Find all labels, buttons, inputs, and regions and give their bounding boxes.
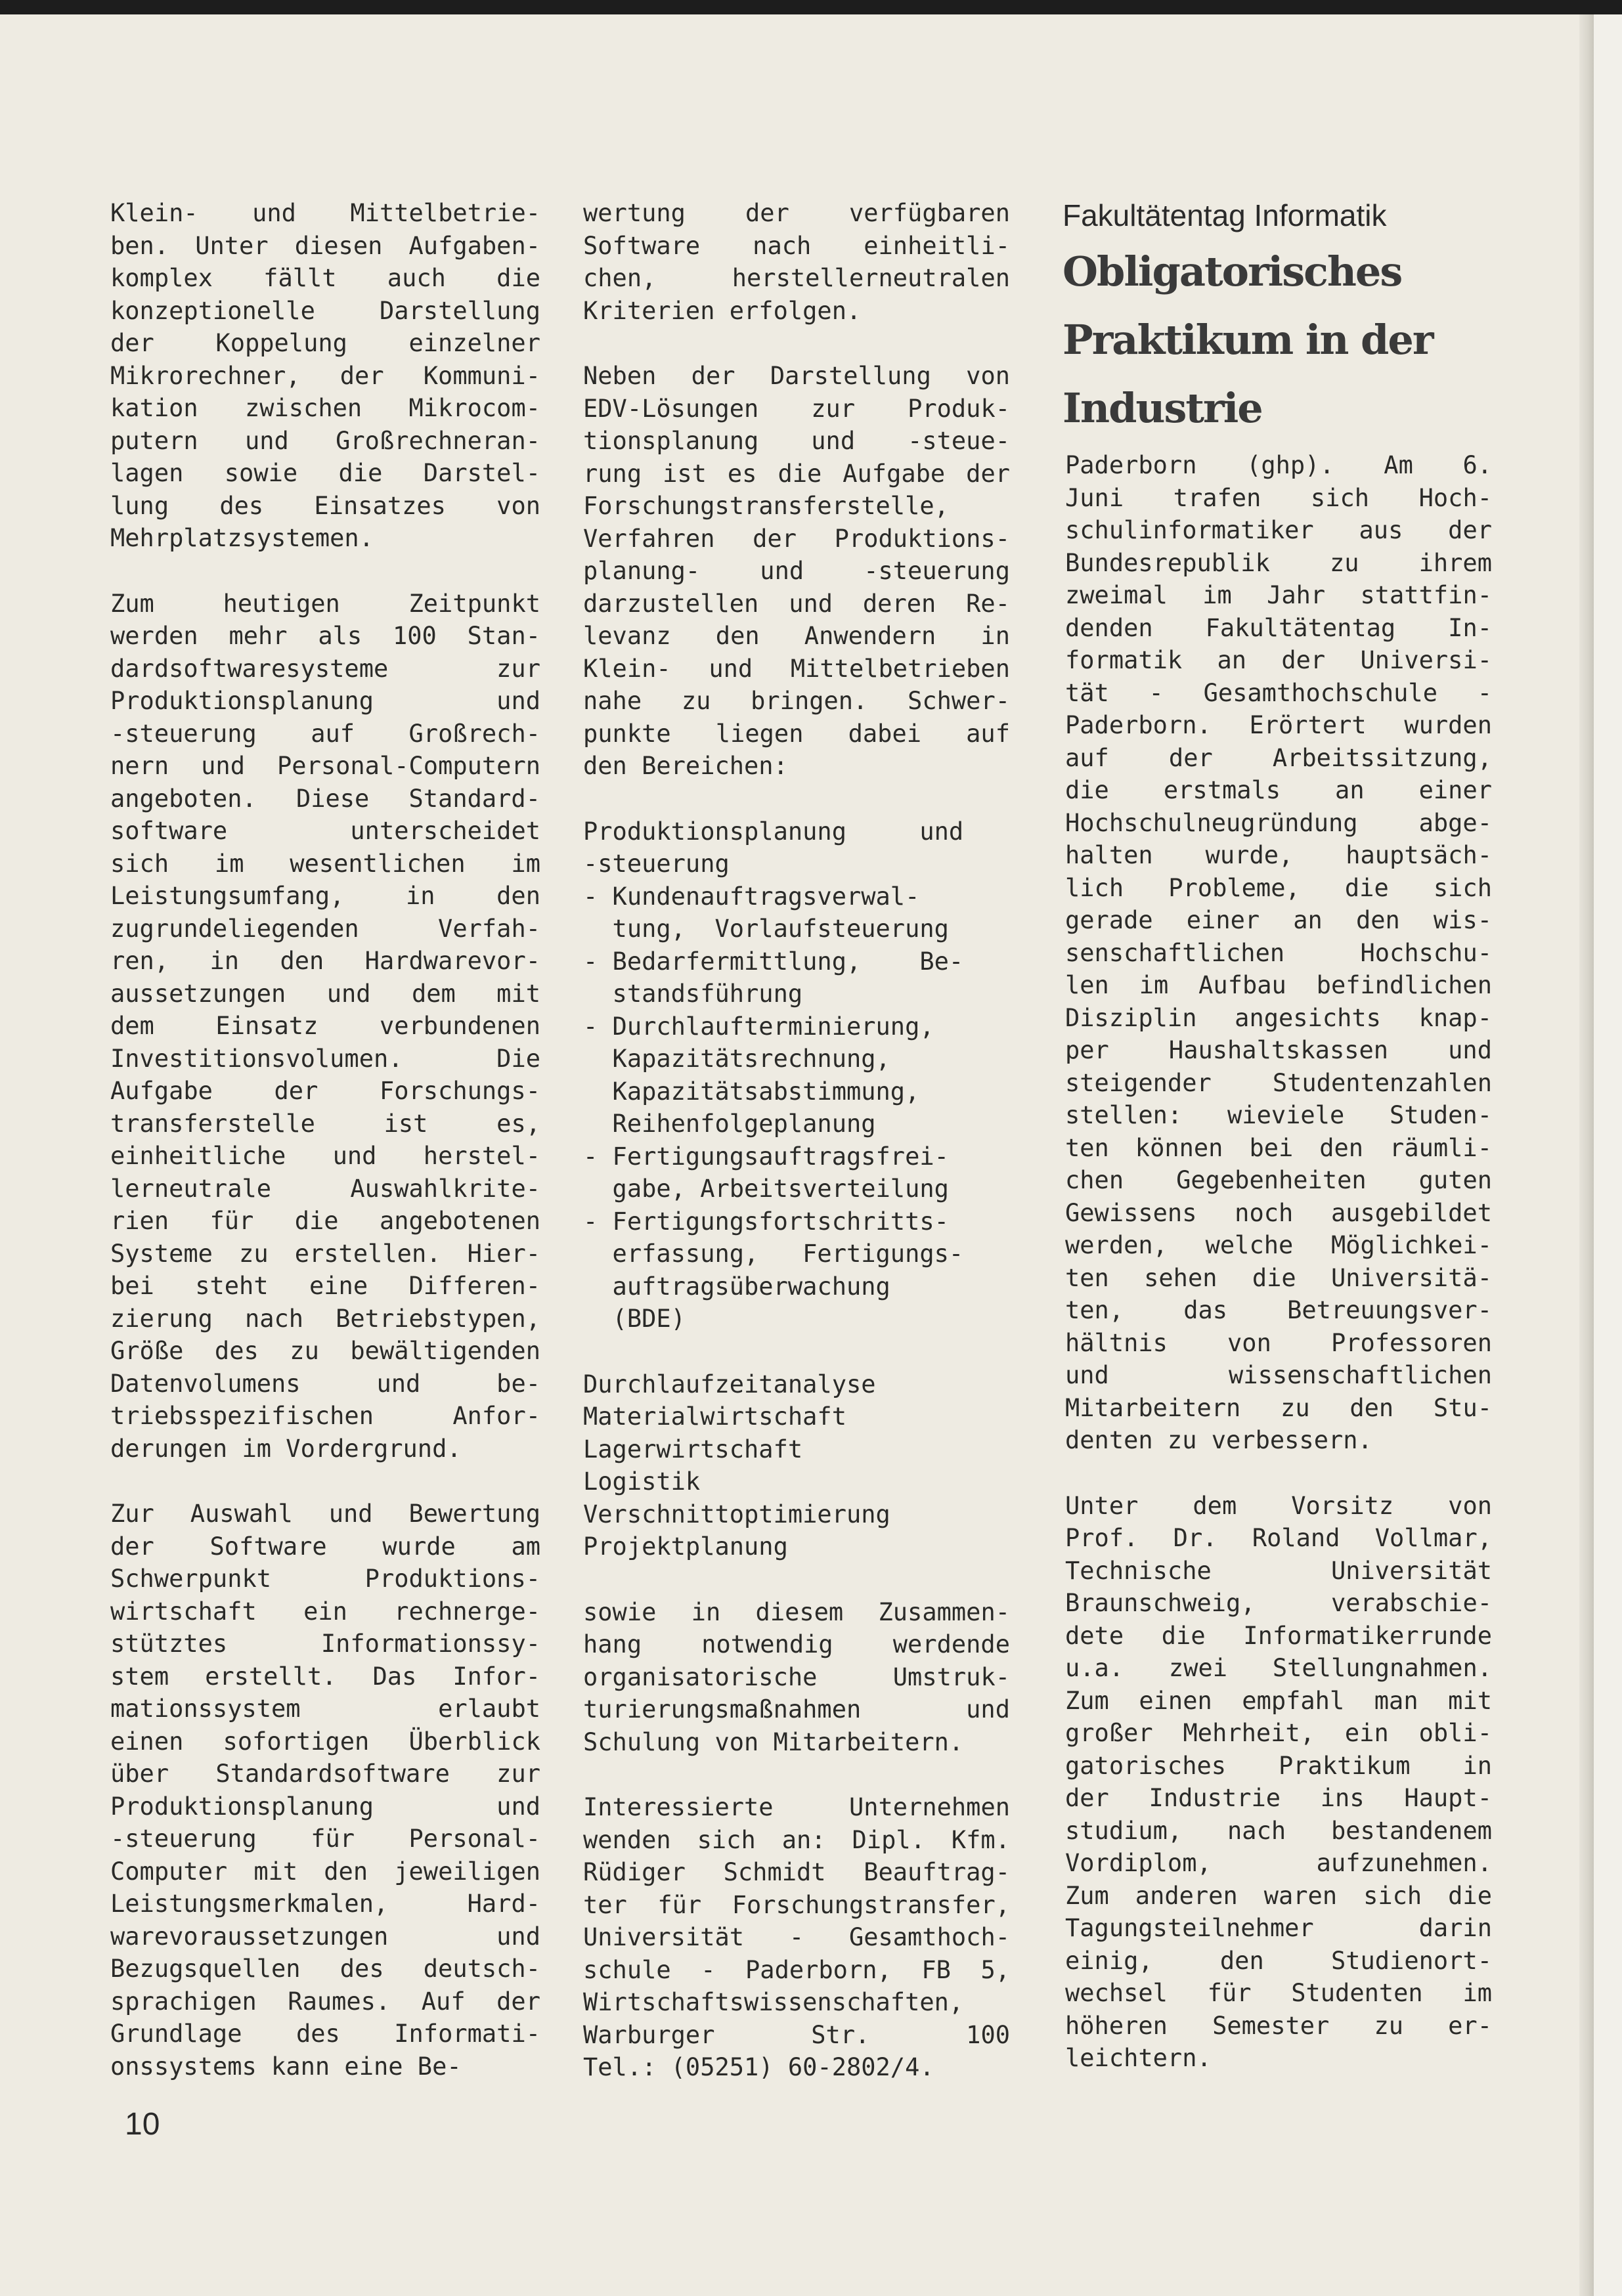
text-line: Schulung von Mitarbeitern. bbox=[583, 1727, 964, 1756]
text-line: Klein- und Mittelbetrieben bbox=[583, 654, 1010, 683]
text-line: einen sofortigen Überblick bbox=[110, 1727, 540, 1756]
text-line: Forschungstransferstelle, bbox=[583, 492, 949, 520]
text-line: schulinformatiker aus der bbox=[1065, 516, 1492, 544]
text-line: schule - Paderborn, FB 5, bbox=[583, 1955, 1010, 1984]
text-line: ter für Forschungstransfer, bbox=[583, 1890, 1010, 1919]
text-line: nahe zu bringen. Schwer- bbox=[583, 687, 1010, 715]
text-line: Software nach einheitli- bbox=[583, 231, 1010, 260]
text-line: senschaftlichen Hochschu- bbox=[1065, 938, 1492, 967]
text-line: Gewissens noch ausgebildet bbox=[1065, 1198, 1492, 1227]
text-line: gabe, Arbeitsverteilung bbox=[583, 1175, 949, 1203]
text-line: bei steht eine Differen- bbox=[110, 1272, 540, 1300]
text-line: stütztes Informationssy- bbox=[110, 1630, 540, 1658]
text-line: dete die Informatikerrunde bbox=[1065, 1621, 1492, 1650]
text-line: Produktionsplanung und bbox=[583, 817, 964, 846]
text-line: Investitionsvolumen. Die bbox=[110, 1044, 540, 1073]
text-line: zweimal im Jahr stattfin- bbox=[1065, 581, 1492, 609]
text-line: Durchlaufzeitanalyse bbox=[583, 1370, 876, 1398]
text-line: Bezugsquellen des deutsch- bbox=[110, 1955, 540, 1983]
article-kicker: Fakultätentag Informatik bbox=[1063, 198, 1387, 232]
text-line: Produktionsplanung und bbox=[110, 687, 540, 715]
text-line: ten, das Betreuungsver- bbox=[1065, 1296, 1492, 1324]
text-line: Zum heutigen Zeitpunkt bbox=[110, 589, 540, 618]
text-line: Juni trafen sich Hoch- bbox=[1065, 483, 1492, 512]
text-line: tionsplanung und -steue- bbox=[583, 427, 1010, 455]
text-line: studium, nach bestandenem bbox=[1065, 1816, 1492, 1845]
text-line: -steuerung für Personal- bbox=[110, 1825, 540, 1853]
text-line: -steuerung auf Großrech- bbox=[110, 719, 540, 748]
text-line: Zur Auswahl und Bewertung bbox=[110, 1500, 540, 1528]
text-line: tät - Gesamthochschule - bbox=[1065, 678, 1492, 707]
text-line: ren, in den Hardwarevor- bbox=[110, 947, 540, 975]
text-line: - Fertigungsfortschritts- bbox=[583, 1207, 949, 1236]
text-line: Technische Universität bbox=[1065, 1556, 1492, 1585]
text-line: Produktionsplanung und bbox=[110, 1792, 540, 1821]
text-line: turierungsmaßnahmen und bbox=[583, 1695, 1010, 1723]
text-line: Industrie bbox=[1063, 384, 1262, 432]
text-line: Neben der Darstellung von bbox=[583, 362, 1010, 390]
text-line: Mitarbeitern zu den Stu- bbox=[1065, 1393, 1492, 1422]
text-line: standsführung bbox=[583, 980, 803, 1008]
text-line: Braunschweig, verabschie- bbox=[1065, 1589, 1492, 1617]
text-line: Größe des zu bewältigenden bbox=[110, 1337, 540, 1365]
text-line: sprachigen Raumes. Auf der bbox=[110, 1987, 540, 2016]
text-line: sowie in diesem Zusammen- bbox=[583, 1597, 1010, 1626]
text-line: Mikrorechner, der Kommuni- bbox=[110, 361, 540, 390]
text-line: onssystems kann eine Be- bbox=[110, 2052, 462, 2081]
text-line: Verfahren der Produktions- bbox=[583, 524, 1010, 553]
text-line: zugrundeliegenden Verfah- bbox=[110, 914, 540, 943]
text-line: gatorisches Praktikum in bbox=[1065, 1751, 1492, 1780]
text-line: Computer mit den jeweiligen bbox=[110, 1857, 540, 1886]
text-line: erfassung, Fertigungs- bbox=[583, 1240, 964, 1268]
paragraph bbox=[1065, 449, 1492, 1457]
text-line: stem erstellt. Das Infor- bbox=[110, 1662, 540, 1691]
text-line: rung ist es die Aufgabe der bbox=[583, 459, 1010, 488]
text-line: - Bedarfermittlung, Be- bbox=[583, 947, 964, 976]
text-line: kation zwischen Mikrocom- bbox=[110, 394, 540, 422]
paragraph bbox=[110, 197, 540, 555]
text-line: über Standardsoftware zur bbox=[110, 1760, 540, 1788]
text-line: planung- und -steuerung bbox=[583, 557, 1010, 585]
scan-margin bbox=[1594, 14, 1622, 2296]
article-headline bbox=[1063, 238, 1492, 443]
text-line: der Software wurde am bbox=[110, 1532, 540, 1561]
text-line: Systeme zu erstellen. Hier- bbox=[110, 1239, 540, 1268]
text-line: Praktikum in der bbox=[1063, 316, 1433, 364]
text-line: denden Fakultätentag In- bbox=[1065, 613, 1492, 642]
text-line: Schwerpunkt Produktions- bbox=[110, 1565, 540, 1593]
paragraph bbox=[1065, 1490, 1492, 2075]
text-line: darzustellen und deren Re- bbox=[583, 589, 1010, 618]
text-line: einig, den Studienort- bbox=[1065, 1946, 1492, 1975]
text-line: stellen: wieviele Studen- bbox=[1065, 1101, 1492, 1129]
text-line: - Kundenauftragsverwal- bbox=[583, 882, 920, 911]
text-line: denten zu verbessern. bbox=[1065, 1426, 1372, 1454]
text-line: Prof. Dr. Roland Vollmar, bbox=[1065, 1524, 1492, 1552]
text-line: punkte liegen dabei auf bbox=[583, 719, 1010, 748]
text-line: chen, herstellerneutralen bbox=[583, 264, 1010, 292]
page-binding-edge bbox=[1579, 14, 1594, 2296]
text-line: Paderborn. Erörtert wurden bbox=[1065, 711, 1492, 739]
paragraph bbox=[583, 197, 1010, 327]
text-line: auf der Arbeitssitzung, bbox=[1065, 743, 1492, 772]
text-line: und wissenschaftlichen bbox=[1065, 1361, 1492, 1389]
text-line: dem Einsatz verbundenen bbox=[110, 1012, 540, 1040]
text-line: -steuerung bbox=[583, 850, 730, 878]
text-line: per Haushaltskassen und bbox=[1065, 1036, 1492, 1064]
text-line: werden mehr als 100 Stan- bbox=[110, 622, 540, 650]
text-line: der Industrie ins Haupt- bbox=[1065, 1784, 1492, 1812]
text-line: Disziplin angesichts knap- bbox=[1065, 1003, 1492, 1032]
text-line: u.a. zwei Stellungnahmen. bbox=[1065, 1654, 1492, 1682]
topics-list bbox=[583, 1368, 1010, 1563]
text-line: warevoraussetzungen und bbox=[110, 1922, 540, 1951]
text-column-1 bbox=[110, 197, 540, 2115]
text-line: chen Gegebenheiten guten bbox=[1065, 1166, 1492, 1194]
text-line: Grundlage des Informati- bbox=[110, 2020, 540, 2048]
text-line: Klein- und Mittelbetrie- bbox=[110, 199, 540, 227]
text-line: auftragsüberwachung bbox=[583, 1272, 890, 1301]
text-line: formatik an der Universi- bbox=[1065, 646, 1492, 674]
text-line: sich im wesentlichen im bbox=[110, 849, 540, 878]
text-line: Datenvolumens und be- bbox=[110, 1369, 540, 1398]
text-line: wirtschaft ein rechnerge- bbox=[110, 1597, 540, 1626]
paragraph bbox=[583, 1596, 1010, 1759]
text-line: Tagungsteilnehmer darin bbox=[1065, 1914, 1492, 1942]
text-line: EDV-Lösungen zur Produk- bbox=[583, 394, 1010, 423]
text-line: Lagerwirtschaft bbox=[583, 1435, 803, 1463]
text-line: nern und Personal-Computern bbox=[110, 752, 540, 780]
paragraph bbox=[583, 360, 1010, 783]
contact-paragraph bbox=[583, 1791, 1010, 2084]
text-line: Kapazitätsrechnung, bbox=[583, 1045, 890, 1073]
text-line: Warburger Str. 100 bbox=[583, 2020, 1010, 2049]
text-line: der Koppelung einzelner bbox=[110, 329, 540, 357]
text-line: ben. Unter diesen Aufgaben- bbox=[110, 231, 540, 260]
text-line: Interessierte Unternehmen bbox=[583, 1793, 1010, 1821]
text-line: - Fertigungsauftragsfrei- bbox=[583, 1142, 949, 1171]
text-line: Vordiplom, aufzunehmen. bbox=[1065, 1849, 1492, 1877]
text-line: zierung nach Betriebstypen, bbox=[110, 1304, 540, 1333]
text-line: aussetzungen und dem mit bbox=[110, 979, 540, 1008]
text-line: gerade einer an den wis- bbox=[1065, 906, 1492, 934]
text-column-2 bbox=[583, 197, 1010, 2117]
text-line: konzeptionelle Darstellung bbox=[110, 296, 540, 325]
paragraph bbox=[110, 588, 540, 1465]
text-line: den Bereichen: bbox=[583, 752, 788, 780]
text-line: lerneutrale Auswahlkrite- bbox=[110, 1174, 540, 1203]
text-line: mationssystem erlaubt bbox=[110, 1695, 540, 1723]
text-line: rien für die angebotenen bbox=[110, 1207, 540, 1235]
text-line: höheren Semester zu er- bbox=[1065, 2011, 1492, 2040]
page-number: 10 bbox=[125, 2107, 160, 2142]
text-line: lagen sowie die Darstel- bbox=[110, 459, 540, 487]
text-line: transferstelle ist es, bbox=[110, 1109, 540, 1138]
paragraph bbox=[110, 1498, 540, 2083]
text-line: Zum einen empfahl man mit bbox=[1065, 1686, 1492, 1715]
text-line: putern und Großrechneran- bbox=[110, 426, 540, 455]
text-line: Verschnittoptimierung bbox=[583, 1500, 890, 1528]
text-line: Rüdiger Schmidt Beauftrag- bbox=[583, 1858, 1010, 1886]
text-line: (BDE) bbox=[583, 1305, 686, 1333]
text-line: leichtern. bbox=[1065, 2044, 1212, 2072]
text-line: - Durchlaufterminierung, bbox=[583, 1012, 934, 1041]
text-line: Tel.: (05251) 60-2802/4. bbox=[583, 2053, 934, 2081]
text-line: Mehrplatzsystemen. bbox=[110, 524, 374, 552]
text-line: angeboten. Diese Standard- bbox=[110, 784, 540, 813]
text-line: lung des Einsatzes von bbox=[110, 491, 540, 520]
text-line: werden, welche Möglichkei- bbox=[1065, 1231, 1492, 1259]
text-line: Obligatorisches bbox=[1063, 248, 1402, 295]
text-line: hältnis von Professoren bbox=[1065, 1328, 1492, 1357]
text-line: Materialwirtschaft bbox=[583, 1402, 846, 1431]
text-line: Universität - Gesamthoch- bbox=[583, 1923, 1010, 1951]
text-line: die erstmals an einer bbox=[1065, 776, 1492, 804]
text-line: Wirtschaftswissenschaften, bbox=[583, 1988, 964, 2016]
text-line: levanz den Anwendern in bbox=[583, 622, 1010, 650]
text-line: Reihenfolgeplanung bbox=[583, 1110, 876, 1138]
text-line: dardsoftwaresysteme zur bbox=[110, 654, 540, 683]
text-line: ten sehen die Universitä- bbox=[1065, 1263, 1492, 1292]
text-line: komplex fällt auch die bbox=[110, 264, 540, 292]
text-line: Projektplanung bbox=[583, 1532, 788, 1561]
text-line: wenden sich an: Dipl. Kfm. bbox=[583, 1825, 1010, 1854]
text-line: ten können bei den räumli- bbox=[1065, 1133, 1492, 1162]
text-line: Unter dem Vorsitz von bbox=[1065, 1491, 1492, 1520]
text-line: Zum anderen waren sich die bbox=[1065, 1881, 1492, 1910]
text-line: Leistungsumfang, in den bbox=[110, 882, 540, 910]
text-line: steigender Studentenzahlen bbox=[1065, 1068, 1492, 1097]
text-line: Leistungsmerkmalen, Hard- bbox=[110, 1890, 540, 1918]
text-line: großer Mehrheit, ein obli- bbox=[1065, 1719, 1492, 1747]
text-line: hang notwendig werdende bbox=[583, 1630, 1010, 1658]
text-line: halten wurde, hauptsäch- bbox=[1065, 841, 1492, 869]
text-line: organisatorische Umstruk- bbox=[583, 1662, 1010, 1691]
text-line: derungen im Vordergrund. bbox=[110, 1434, 462, 1463]
text-line: triebsspezifischen Anfor- bbox=[110, 1402, 540, 1430]
text-line: len im Aufbau befindlichen bbox=[1065, 971, 1492, 999]
text-line: Kriterien erfolgen. bbox=[583, 296, 862, 325]
text-line: Paderborn (ghp). Am 6. bbox=[1065, 451, 1492, 479]
text-column-3 bbox=[1065, 197, 1492, 2108]
text-line: Hochschulneugründung abge- bbox=[1065, 808, 1492, 837]
production-planning-list bbox=[583, 815, 1010, 1335]
text-line: Logistik bbox=[583, 1467, 701, 1496]
text-line: einheitliche und herstel- bbox=[110, 1142, 540, 1170]
text-line: tung, Vorlaufsteuerung bbox=[583, 915, 949, 943]
text-line: software unterscheidet bbox=[110, 817, 540, 845]
text-line: wechsel für Studenten im bbox=[1065, 1979, 1492, 2007]
text-line: lich Probleme, die sich bbox=[1065, 873, 1492, 902]
text-line: Aufgabe der Forschungs- bbox=[110, 1077, 540, 1105]
text-line: wertung der verfügbaren bbox=[583, 199, 1010, 227]
text-line: Kapazitätsabstimmung, bbox=[583, 1077, 920, 1106]
text-line: Bundesrepublik zu ihrem bbox=[1065, 548, 1492, 577]
